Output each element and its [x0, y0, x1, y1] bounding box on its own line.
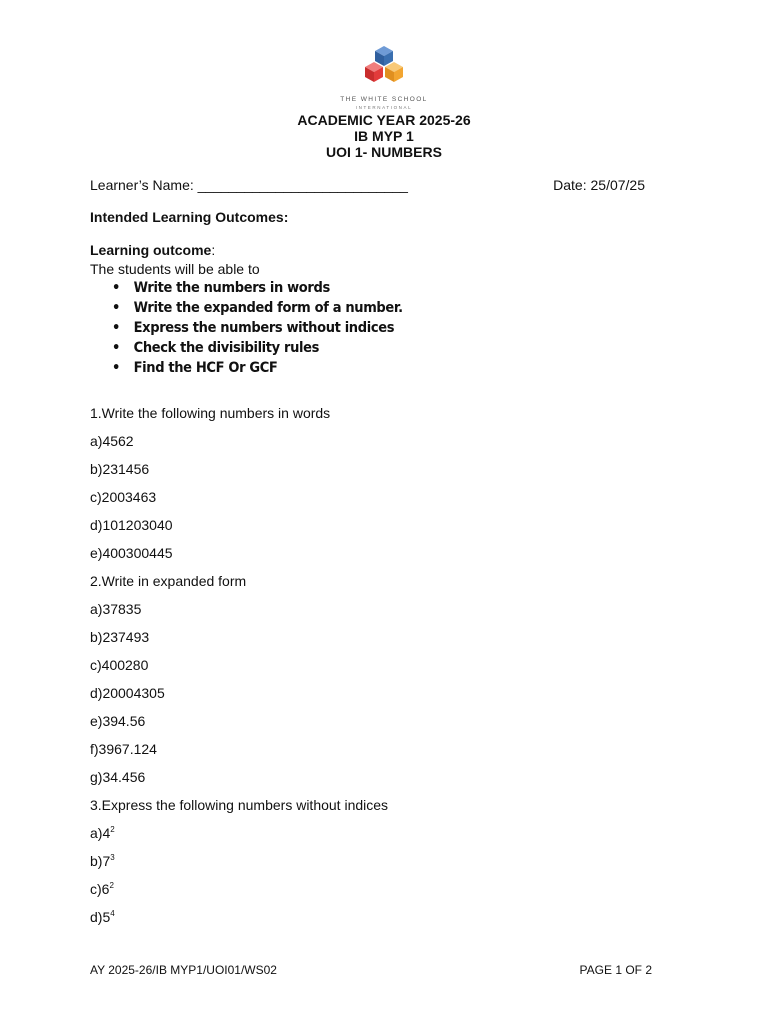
list-item: • Write the numbers in words	[112, 280, 330, 296]
question-2-title: 2.Write in expanded form	[90, 573, 247, 589]
question-item: b)237493	[90, 629, 150, 645]
question-item: $c)6^2$	[90, 881, 114, 897]
bullet-icon: •	[112, 300, 120, 316]
exponent: 4	[110, 909, 115, 918]
outcome-list	[112, 278, 435, 378]
school-logo	[334, 44, 434, 114]
footer-code: AY 2025-26/IB MYP1/UOI01/WS02	[90, 963, 277, 977]
question-item: d)20004305	[90, 685, 165, 701]
logo-sub: INTERNATIONAL	[355, 105, 413, 110]
bullet-icon: •	[112, 340, 120, 356]
learning-outcome-label: Learning outcome	[90, 242, 212, 258]
question-item: a)37835	[90, 601, 142, 617]
question-item: g)34.456	[90, 769, 146, 785]
list-item: • Express the numbers without indices	[112, 320, 395, 336]
academic-year: ACADEMIC YEAR 2025-26	[297, 112, 471, 128]
bullet-icon: •	[112, 360, 120, 376]
exponent: 2	[109, 881, 114, 890]
question-item: e)400300445	[90, 545, 173, 561]
question-item: $d)5^4$	[90, 909, 115, 925]
question-item: c)400280	[90, 657, 149, 673]
page-number: PAGE 1 OF 2	[579, 963, 652, 977]
document-header	[0, 112, 768, 160]
intended-outcomes-title: Intended Learning Outcomes:	[90, 209, 289, 225]
exponent: 2	[110, 825, 115, 834]
learner-name-field: Learner’s Name: ___________________________	[90, 177, 408, 193]
question-item: b)231456	[90, 461, 150, 477]
question-item: e)394.56	[90, 713, 146, 729]
list-item: • Write the expanded form of a number.	[112, 300, 403, 316]
program: IB MYP 1	[354, 128, 414, 144]
question-item: c)2003463	[90, 489, 157, 505]
list-item: • Find the HCF Or GCF	[112, 360, 278, 376]
question-3-title: 3.Express the following numbers without indices	[90, 797, 389, 813]
question-1-title: 1.Write the following numbers in words	[90, 405, 331, 421]
list-item: • Check the divisibility rules	[112, 340, 320, 356]
cubes-logo-icon	[362, 44, 406, 84]
question-item: f)3967.124	[90, 741, 157, 757]
bullet-icon: •	[112, 320, 120, 336]
bullet-icon: •	[112, 280, 120, 296]
question-item: a)4562	[90, 433, 134, 449]
date-label: Date: 25/07/25	[553, 177, 645, 193]
exponent: 3	[110, 853, 115, 862]
learning-outcome-colon: :	[211, 242, 216, 258]
learning-outcome-heading	[90, 242, 215, 258]
unit-title: UOI 1- NUMBERS	[326, 144, 442, 160]
learning-outcome-intro: The students will be able to	[90, 261, 260, 277]
learner-row	[90, 177, 645, 195]
logo-name: THE WHITE SCHOOL	[340, 96, 428, 103]
question-item: $a)4^2$	[90, 825, 115, 841]
question-item: d)101203040	[90, 517, 173, 533]
question-item: $b)7^3$	[90, 853, 115, 869]
